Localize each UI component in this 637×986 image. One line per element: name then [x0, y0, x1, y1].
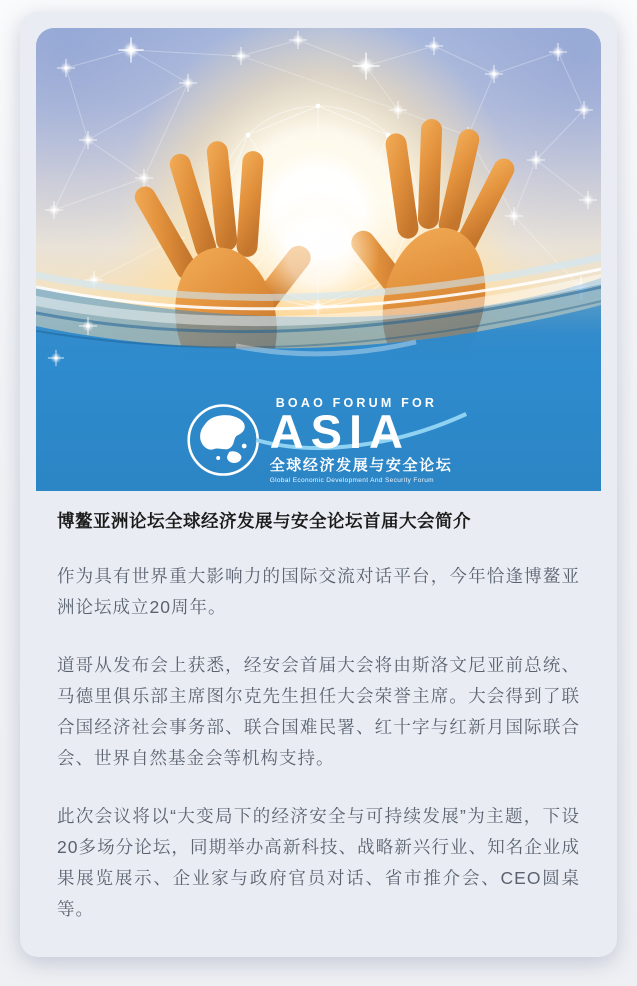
logo-forum-line: BOAO FORUM FOR: [275, 395, 438, 410]
hero-image[interactable]: [36, 28, 601, 491]
logo-en-name: Global Economic Development And Security Forum: [269, 477, 434, 484]
article-paragraph: 作为具有世界重大影响力的国际交流对话平台，今年恰逢博鳌亚洲论坛成立20周年。: [57, 566, 580, 617]
article-title: 博鳌亚洲论坛全球经济发展与安全论坛首届大会简介: [57, 511, 471, 531]
globe-icon: [185, 402, 261, 478]
logo-cn-name: 全球经济发展与安全论坛: [269, 457, 453, 474]
article-card: [20, 12, 617, 957]
boao-logo: [185, 396, 453, 484]
logo-asia: ASIA: [270, 410, 410, 453]
article-paragraph: 道哥从发布会上获悉，经安会首届大会将由斯洛文尼亚前总统、马德里俱乐部主席图尔克先生担任大会荣誉主席。大会得到了联合国经济社会事务部、联合国难民署、红十字与红新月国际联合会、世界自然基金会等机构支持。: [57, 655, 580, 768]
article-body: [20, 508, 617, 951]
article-paragraph: 此次会议将以“大变局下的经济安全与可持续发展”为主题，下设20多场分论坛，同期举办高新科技、战略新兴行业、知名企业成果展览展示、企业家与政府官员对话、省市推介会、CEO圆桌等。: [57, 806, 580, 919]
